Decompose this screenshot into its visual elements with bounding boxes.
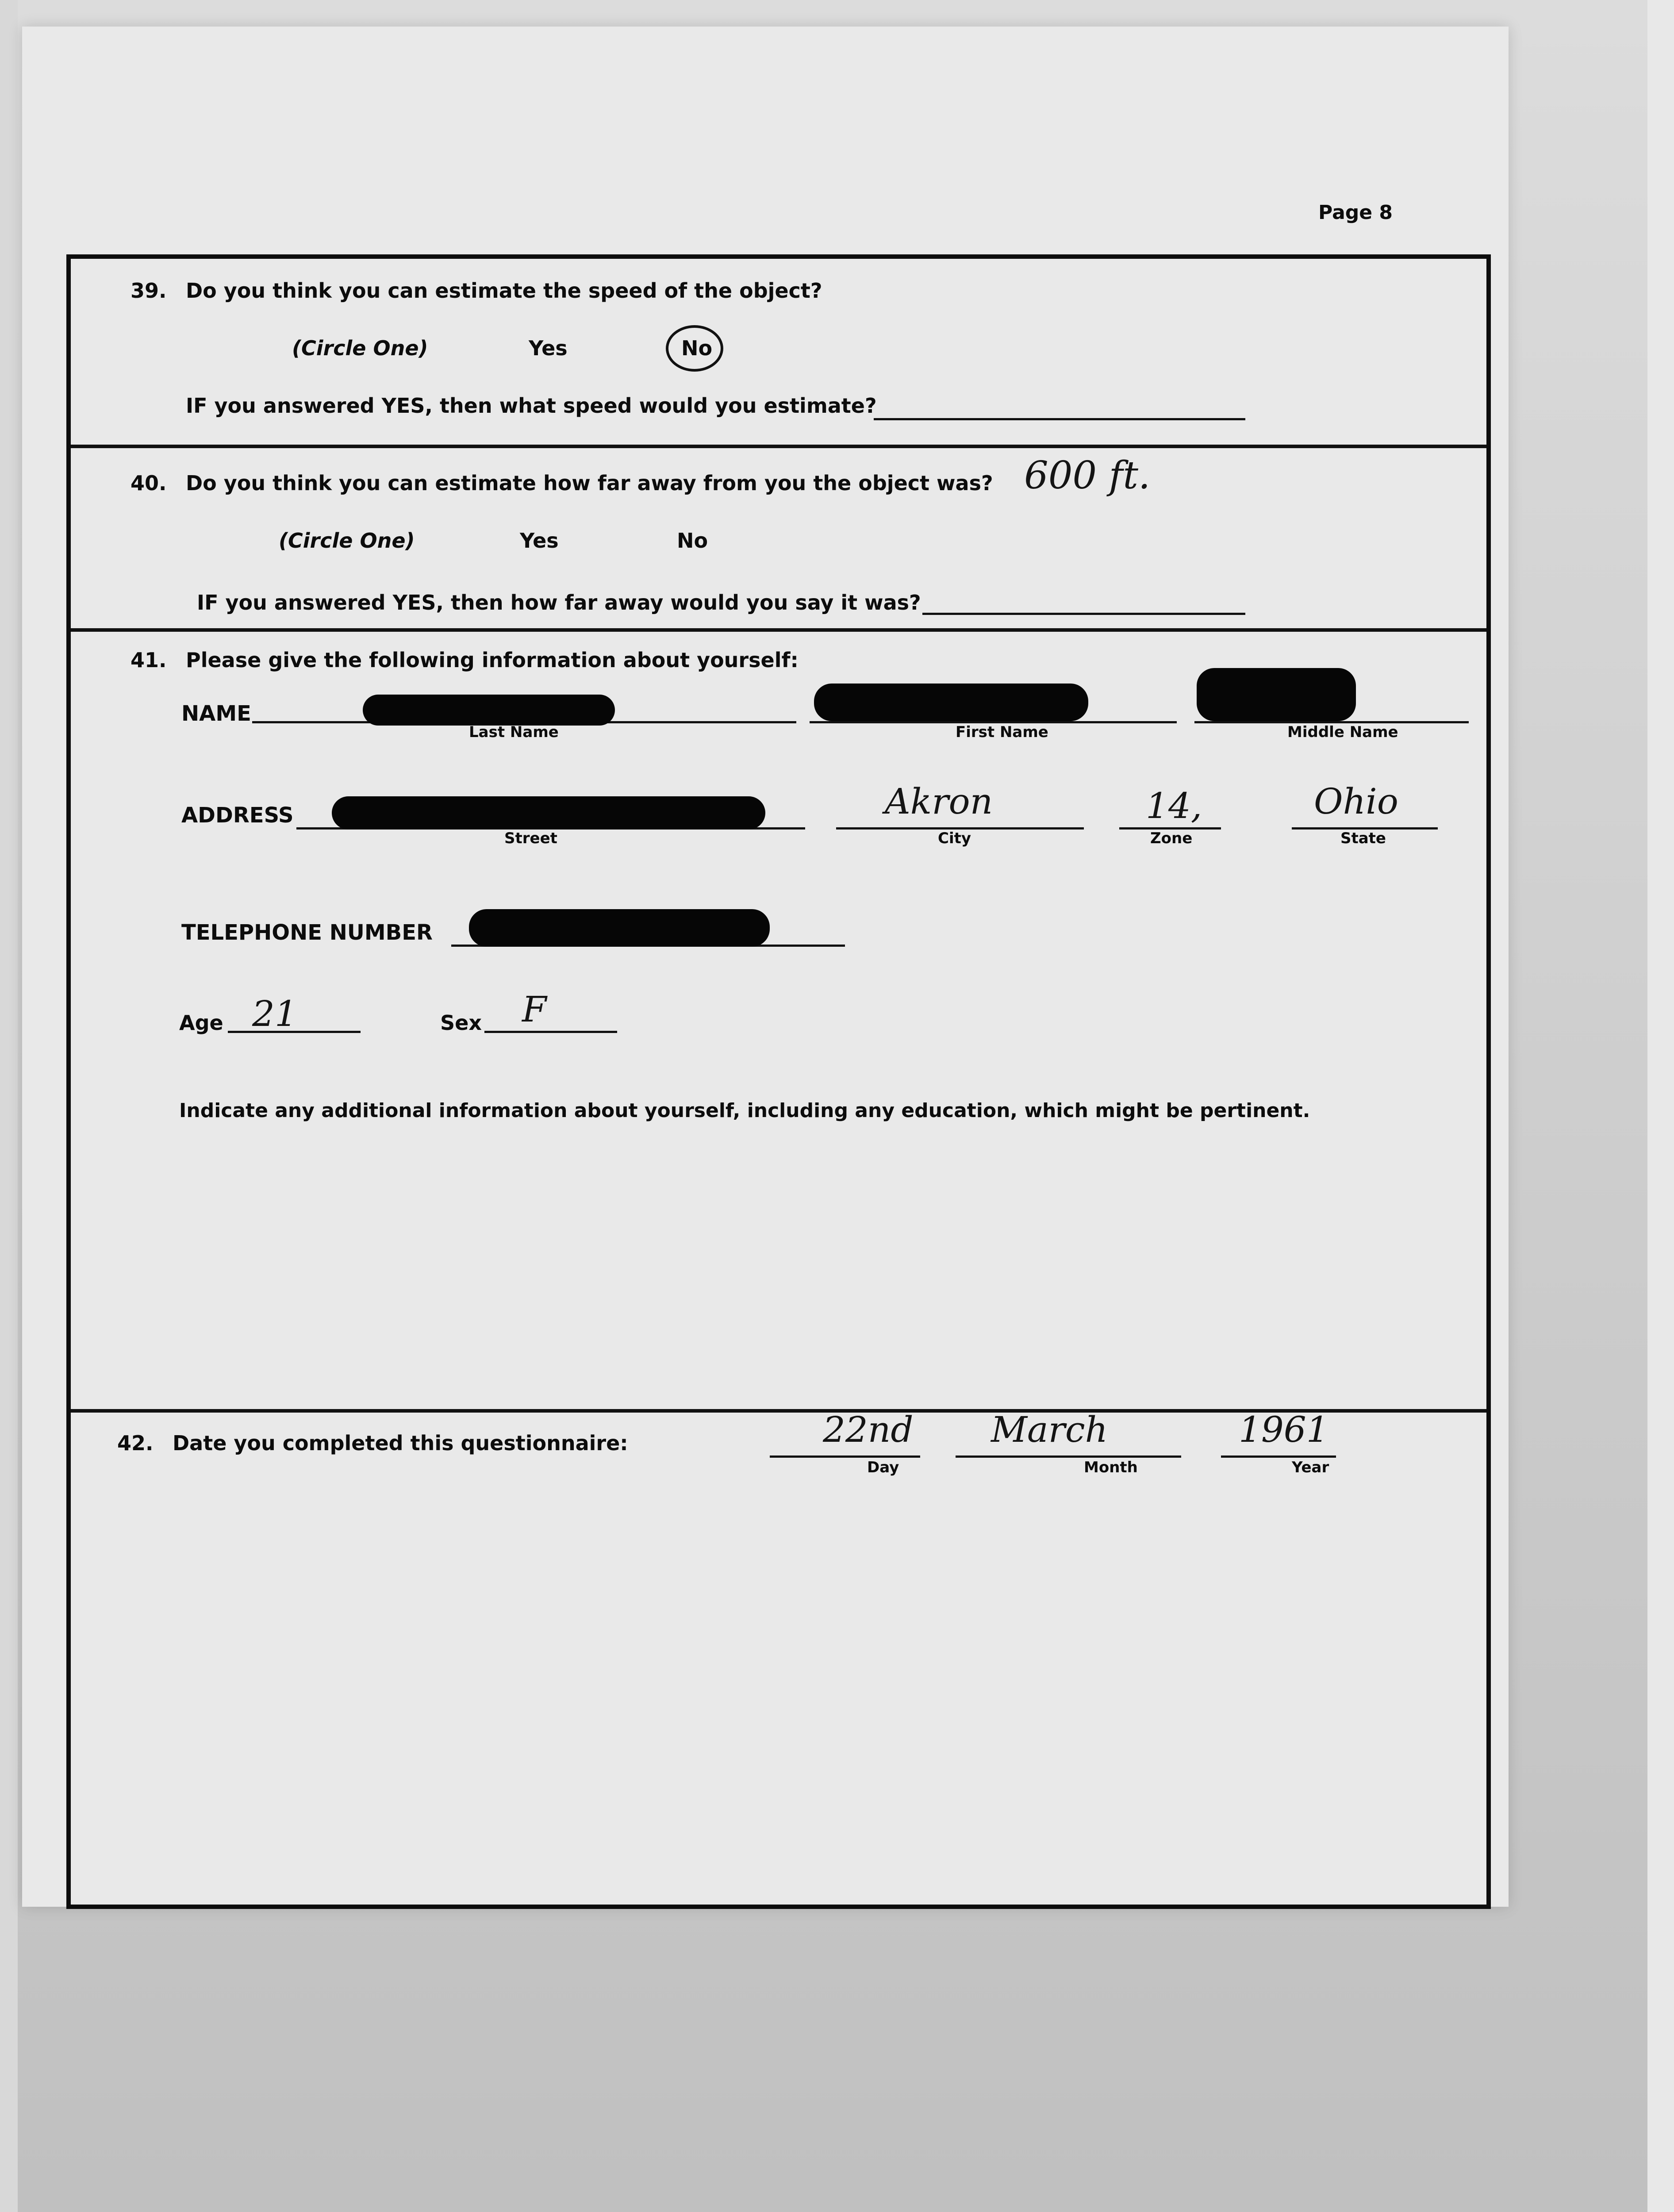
q39-number: 39.	[131, 279, 167, 303]
q40-circle-label: (Circle One)	[279, 529, 415, 553]
q40-option-yes[interactable]: Yes	[520, 529, 559, 553]
page-number: Page 8	[1318, 201, 1393, 224]
last-name-caption: Last Name	[469, 723, 559, 741]
day-value: 22nd	[823, 1409, 914, 1450]
age-label: Age	[179, 1011, 223, 1035]
q40-option-no[interactable]: No	[677, 529, 708, 553]
sex-value: F	[522, 989, 547, 1030]
zone-caption: Zone	[1150, 830, 1193, 847]
divider-40-41	[71, 628, 1486, 632]
day-caption: Day	[867, 1459, 899, 1476]
q42-number: 42.	[117, 1431, 154, 1455]
state-value: Ohio	[1314, 781, 1398, 822]
q39-no-circled-mark	[666, 325, 723, 372]
month-caption: Month	[1084, 1459, 1138, 1476]
telephone-label: TELEPHONE NUMBER	[181, 920, 433, 945]
q39-circle-label: (Circle One)	[292, 336, 428, 360]
q40-handwritten-note: 600 ft.	[1024, 453, 1151, 498]
questionnaire-page	[22, 27, 1509, 1907]
q39-answer-line[interactable]	[874, 418, 1245, 420]
q42-question: Date you completed this questionnaire:	[173, 1431, 628, 1455]
q39-question: Do you think you can estimate the speed of the object?	[186, 279, 822, 303]
name-label: NAME	[181, 701, 251, 726]
day-line[interactable]	[770, 1455, 920, 1458]
q41-question: Please give the following information about yourself:	[186, 648, 799, 672]
q40-followup: IF you answered YES, then how far away would you say it was?	[197, 591, 921, 614]
film-edge-right	[1647, 0, 1674, 2212]
address-label: ADDRESS	[181, 803, 294, 828]
additional-info-prompt: Indicate any additional information about yourself, including any education, which might be pertinent.	[179, 1099, 1310, 1122]
state-caption: State	[1340, 830, 1386, 847]
q40-answer-line[interactable]	[922, 613, 1245, 615]
q40-number: 40.	[131, 471, 167, 495]
month-value: March	[991, 1409, 1108, 1450]
year-caption: Year	[1292, 1459, 1329, 1476]
q39-followup: IF you answered YES, then what speed would you estimate?	[186, 394, 877, 418]
age-value: 21	[252, 993, 297, 1034]
q41-number: 41.	[131, 648, 167, 672]
city-caption: City	[938, 830, 971, 847]
divider-39-40	[71, 445, 1486, 448]
street-redaction	[332, 796, 765, 830]
city-value: Akron	[885, 781, 993, 822]
q39-option-no[interactable]: No	[681, 336, 713, 360]
last-name-redaction	[363, 695, 615, 726]
sex-label: Sex	[440, 1011, 482, 1035]
month-line[interactable]	[956, 1455, 1181, 1458]
sex-line[interactable]	[484, 1031, 617, 1033]
year-line[interactable]	[1221, 1455, 1336, 1458]
year-value: 1961	[1239, 1409, 1329, 1450]
q39-option-yes[interactable]: Yes	[529, 336, 568, 360]
zone-value: 14,	[1146, 785, 1202, 826]
q40-question: Do you think you can estimate how far away from you the object was?	[186, 471, 993, 495]
first-name-redaction	[814, 684, 1088, 721]
street-caption: Street	[504, 830, 557, 847]
first-name-caption: First Name	[956, 723, 1048, 741]
form-box	[66, 254, 1491, 1909]
middle-name-caption: Middle Name	[1287, 723, 1398, 741]
middle-name-redaction	[1197, 668, 1356, 721]
telephone-redaction	[469, 909, 770, 947]
film-edge-left	[0, 0, 18, 2212]
